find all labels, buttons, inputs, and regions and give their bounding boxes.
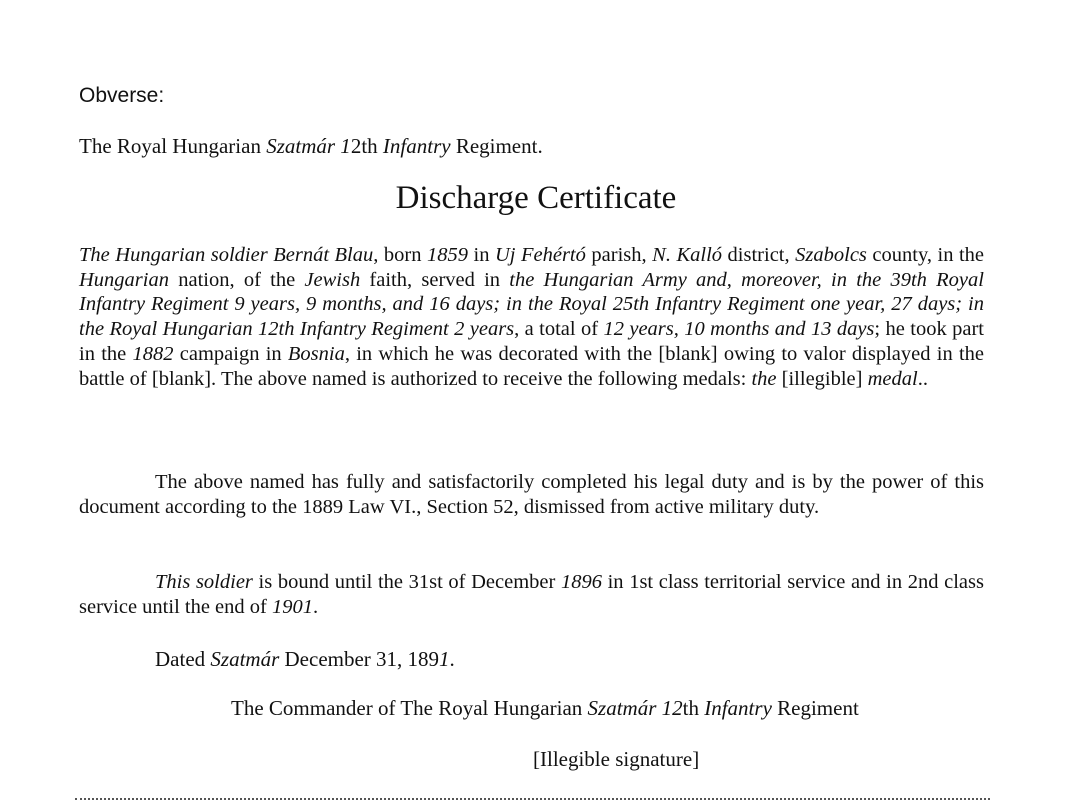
p1-district: N. Kalló: [652, 244, 723, 266]
certificate-title: Discharge Certificate: [395, 180, 677, 216]
p3-text: is bound until the 31st of December: [252, 571, 561, 593]
p1-text: county, in the: [866, 244, 985, 266]
commander-place: Szatmár 12: [587, 696, 683, 720]
p3-year-1901: 1901: [271, 595, 313, 618]
p1-text: nation, of the: [168, 268, 305, 291]
p1-text: district,: [722, 244, 796, 266]
dated-date: December 31, 189: [279, 647, 440, 671]
p1-medal: medal: [867, 367, 918, 390]
p1-county: Szabolcs: [795, 244, 867, 266]
regiment-heading: [79, 134, 543, 159]
p1-birth-year: 1859: [426, 244, 468, 266]
bottom-divider: [75, 798, 990, 800]
p3-soldier: This soldier: [155, 571, 253, 593]
p1-faith: Jewish: [304, 268, 361, 291]
p1-text: [illegible]: [776, 367, 868, 390]
regiment-text-4: Infantry: [382, 134, 451, 158]
p3-text: in 1st class territorial service and in 2nd class service until the end of: [79, 571, 984, 618]
commander-infantry: Infantry: [704, 696, 772, 720]
p1-total-service: 12 years, 10 months and 13 days: [603, 318, 875, 341]
p1-text: ..: [917, 367, 928, 390]
p1-campaign-place: Bosnia: [287, 342, 345, 365]
regiment-text-2: Szatmár 1: [266, 134, 351, 158]
commander-text: Regiment: [771, 696, 859, 720]
p1-text: , a total of: [514, 318, 604, 341]
dated-date-last-digit: 1: [439, 647, 450, 671]
commander-text: th: [682, 696, 705, 720]
p1-text: , born: [373, 244, 427, 266]
dated-line: [155, 647, 455, 672]
p1-parish: Uj Fehértó: [494, 244, 586, 266]
p1-medal-article: the: [751, 367, 777, 390]
dated-place: Szatmár: [210, 647, 280, 671]
p1-text: campaign in: [173, 342, 288, 365]
p1-text: , in which he was decorated with the [blank] owing to valor displayed in the battle of [blank]. The above named is authorized to receive the following medals:: [79, 342, 984, 390]
p3-text: .: [312, 595, 319, 618]
reserve-paragraph: [79, 570, 984, 619]
commander-text: The Commander of The Royal Hungarian: [231, 696, 588, 720]
signature-line: [Illegible signature]: [533, 747, 700, 771]
dated-text: Dated: [155, 647, 211, 671]
p3-year-1896: 1896: [560, 571, 602, 593]
service-paragraph: [79, 243, 984, 391]
p1-text: parish,: [585, 244, 653, 266]
obverse-label: Obverse:: [79, 84, 165, 107]
p1-campaign-year: 1882: [132, 342, 174, 365]
p1-text: in: [467, 244, 495, 266]
regiment-text-3: 2th: [350, 134, 383, 158]
p1-nation: Hungarian: [79, 268, 169, 291]
discharge-paragraph: The above named has fully and satisfactorily completed his legal duty and is by the power of this document according to the 1889 Law VI., Section 52, dismissed from active military duty.: [79, 471, 984, 518]
regiment-text-5: Regiment.: [450, 134, 543, 158]
p1-text: ; he took part in the: [79, 318, 984, 365]
regiment-text-1: The Royal Hungarian: [79, 134, 267, 158]
p1-text: faith, served in: [360, 268, 510, 291]
dated-text: .: [449, 647, 455, 671]
p1-soldier-name: The Hungarian soldier Bernát Blau: [79, 244, 374, 266]
commander-line: [231, 696, 859, 721]
p1-service-record: the Hungarian Army and, moreover, in the 39th Royal Infantry Regiment 9 years, 9 months, and 16 days; in the Royal 25th Infantry Regiment one year, 27 days; in the Royal Hungarian 12th Infantry Regiment 2 years: [79, 268, 984, 341]
